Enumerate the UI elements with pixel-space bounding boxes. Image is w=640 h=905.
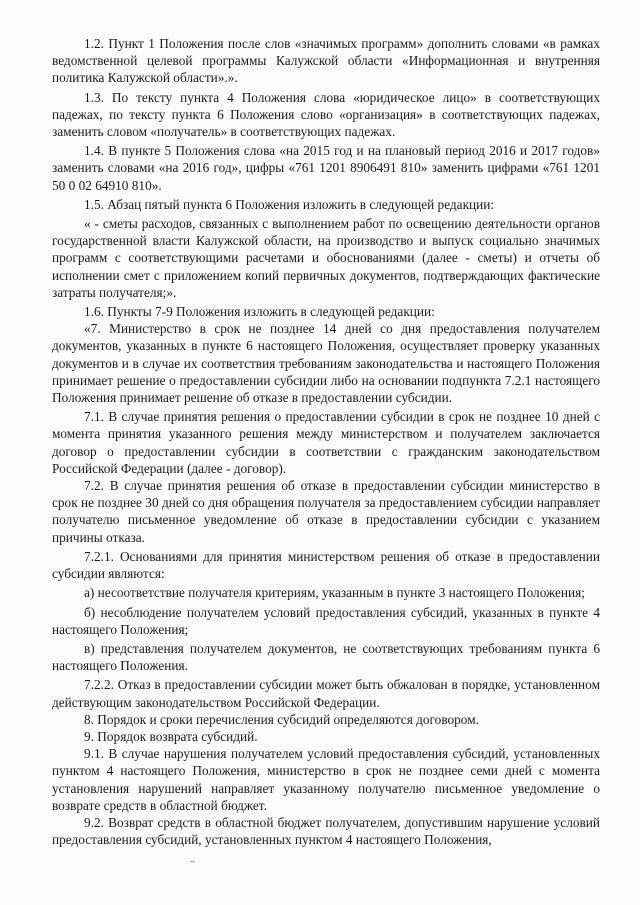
paragraph-7-2-1-a: а) несоответствие получателя критериям, указанным в пункте 3 настоящего Положения; bbox=[84, 585, 585, 601]
paragraph-1-3: 1.3. По тексту пункта 4 Положения слова «юридическое лицо» в соответствующих падежах, по тексту пункта 6 Положения слово «организация» в соответствующих падежах, заменить словом «получатель» в соответствующих падежах. bbox=[52, 89, 600, 140]
paragraph-7-2-1-b: б) несоблюдение получателем условий предоставления субсидий, указанных в пункте 4 настоящего Положения; bbox=[52, 604, 600, 637]
paragraph-9-2: 9.2. Возврат средств в областной бюджет получателем, допустившим нарушение условий предоставления субсидий, установленных пунктом 4 настоящего Положения, bbox=[52, 814, 600, 848]
paragraph-7-1: 7.1. В случае принятия решения о предоставлении субсидии в срок не позднее 10 дней с момента принятия указанного решения между министерством и получателем заключается договор о предоставлении субсидии в соответствии с гражданским законодательством Российской Федерации (далее - договор). bbox=[52, 409, 600, 476]
paragraph-7-2-1-c: в) представления получателем документов, не соответствующих требованиям пункта 6 настоящего Положения. bbox=[52, 640, 600, 674]
document-body bbox=[52, 35, 600, 848]
paragraph-1-6: 1.6. Пункты 7-9 Положения изложить в следующей редакции: bbox=[84, 304, 435, 320]
paragraph-7-2: 7.2. В случае принятия решения об отказе в предоставлении субсидии министерство в срок не позднее 30 дней со дня обращения получателя за предоставлением субсидии направляет получателю письменное уведомление об отказе в предоставлении субсидии с указанием причины отказа. bbox=[52, 478, 600, 545]
paragraph-9: 9. Порядок возврата субсидий. bbox=[84, 728, 258, 744]
paragraph-9-1: 9.1. В случае нарушения получателем условий предоставления субсидий, установленных пунктом 4 настоящего Положения, министерство в срок не позднее семи дней с момента установления нарушений направляет указанному получателю письменное уведомление о возврате средств в областной бюджет. bbox=[52, 746, 600, 813]
paragraph-1-5: 1.5. Абзац пятый пункта 6 Положения изложить в следующей редакции: bbox=[84, 196, 495, 212]
paragraph-7-2-2: 7.2.2. Отказ в предоставлении субсидии может быть обжалован в порядке, установленном действующим законодательством Российской Федерации. bbox=[52, 677, 600, 710]
paragraph-1-4: 1.4. В пункте 5 Положения слова «на 2015 год и на плановый период 2016 и 2017 годов» заменить словами «на 2016 год», цифры «761 1201 8906491 810» заменить цифрами «761 1201 50 0 02 64910 810». bbox=[52, 143, 600, 193]
paragraph-7: «7. Министерство в срок не позднее 14 дней со дня предоставления получателем документов, указанных в пункте 6 настоящего Положения, осуществляет проверку указанных документов и в случае их соответствия требованиям законодательства и настоящего Положения принимает решение о предоставлении субсидии либо на основании подпункта 7.2.1 настоящего Положения принимает решение об отказе в предоставлении субсидии. bbox=[52, 321, 600, 406]
paragraph-1-5-quote: « - сметы расходов, связанных с выполнением работ по освещению деятельности органов государственной власти Калужской области, на производство и выпуск социально значимых программ с соответствующими расчетами и обоснованиями (далее - сметы) и отчеты об исполнении смет с приложением копий первичных документов, подтверждающих фактические затраты получателя;». bbox=[52, 216, 600, 300]
paragraph-1-2: 1.2. Пункт 1 Положения после слов «значимых программ» дополнить словами «в рамках ведомственной целевой программы Калужской области «Информационная и внутренняя политика Калужской области».». bbox=[52, 36, 600, 86]
scan-mark: ~ bbox=[190, 857, 195, 867]
paragraph-7-2-1: 7.2.1. Основаниями для принятия министерством решения об отказе в предоставлении субсидии являются: bbox=[52, 548, 600, 582]
paragraph-8: 8. Порядок и сроки перечисления субсидий определяются договором. bbox=[84, 711, 479, 727]
